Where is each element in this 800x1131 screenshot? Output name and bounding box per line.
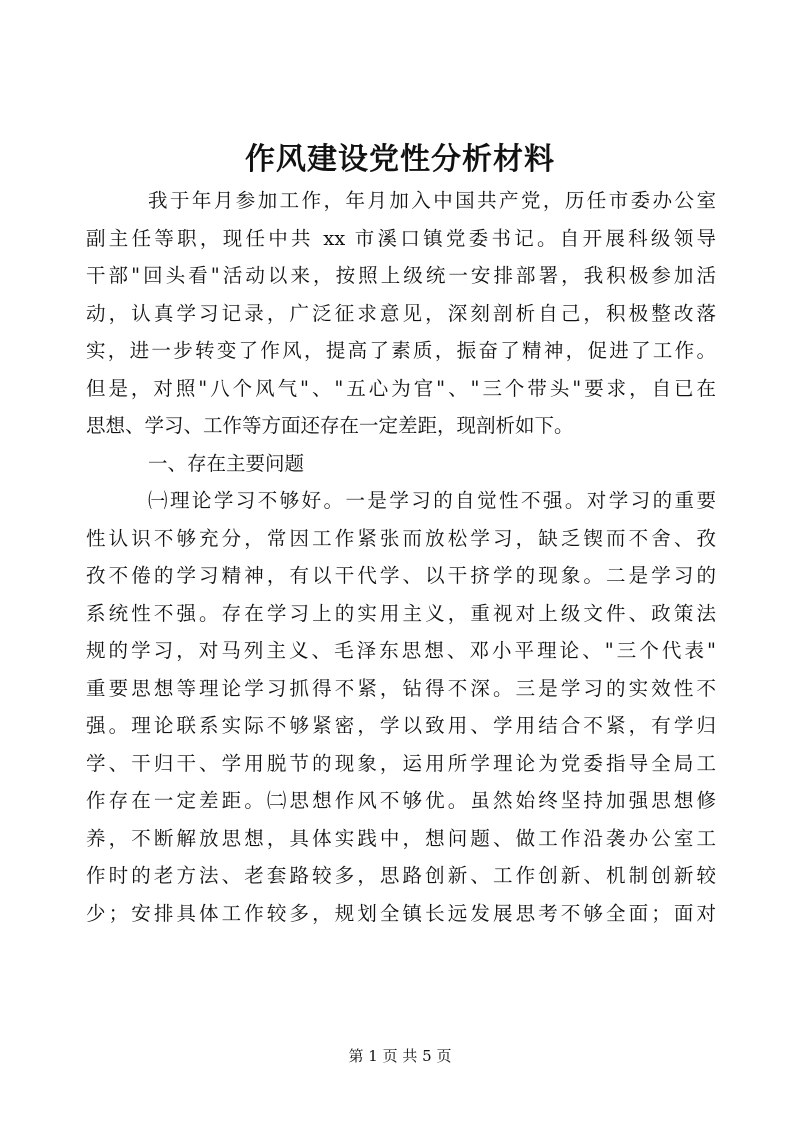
paragraph-line: 性认识不够充分，常因工作紧张而放松学习，缺乏锲而不舍、孜: [86, 526, 716, 550]
paragraph-line: 重要思想等理论学习抓得不紧，钻得不深。三是学习的实效性不: [86, 676, 716, 700]
page-number: 第 1 页 共 5 页: [348, 1047, 452, 1065]
page-title: 作风建设党性分析材料: [245, 142, 555, 177]
paragraph-line: 养，不断解放思想，具体实践中，想问题、做工作沿袭办公室工: [86, 826, 716, 850]
paragraph-line: 规的学习，对马列主义、毛泽东思想、邓小平理论、"三个代表": [86, 639, 716, 662]
paragraph-line: 但是，对照"八个风气"、"五心为官"、"三个带头"要求，自已在: [86, 376, 716, 400]
paragraph-line: 干部"回头看"活动以来，按照上级统一安排部署，我积极参加活: [86, 264, 716, 287]
paragraph-line: 少；安排具体工作较多，规划全镇长远发展思考不够全面；面对: [86, 901, 716, 925]
paragraph-line: 作存在一定差距。㈡思想作风不够优。虽然始终坚持加强思想修: [86, 789, 716, 812]
paragraph-line: 作时的老方法、老套路较多，思路创新、工作创新、机制创新较: [86, 864, 716, 887]
paragraph-line: 学、干归干、学用脱节的现象，运用所学理论为党委指导全局工: [86, 751, 716, 775]
body-text: [86, 182, 716, 932]
paragraph-line: 副主任等职，现任中共 xx 市溪口镇党委书记。自开展科级领导: [86, 226, 716, 250]
paragraph-line: 我于年月参加工作，年月加入中国共产党，历任市委办公室: [148, 189, 716, 212]
paragraph-line: 孜不倦的学习精神，有以干代学、以干挤学的现象。二是学习的: [86, 564, 716, 587]
paragraph-line: 思想、学习、工作等方面还存在一定差距，现剖析如下。: [86, 414, 574, 437]
paragraph-line: ㈠理论学习不够好。一是学习的自觉性不强。对学习的重要: [148, 489, 716, 512]
paragraph-line: 强。理论联系实际不够紧密，学以致用、学用结合不紧，有学归: [86, 714, 716, 737]
paragraph-line: 动，认真学习记录，广泛征求意见，深刻剖析自己，积极整改落: [86, 301, 716, 325]
section-heading: 一、存在主要问题: [148, 451, 305, 475]
paragraph-line: 实，进一步转变了作风，提高了素质，振奋了精神，促进了工作。: [86, 339, 716, 362]
paragraph-line: 系统性不强。存在学习上的实用主义，重视对上级文件、政策法: [86, 601, 716, 625]
